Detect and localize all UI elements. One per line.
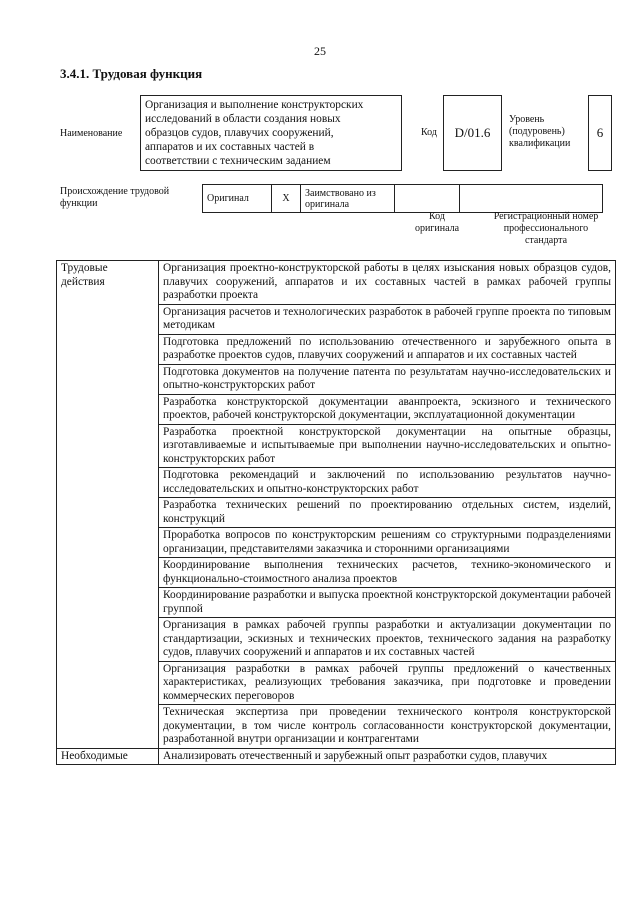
labor-action-item: Организация проектно-конструкторской работы в целях изыскания новых образцов судов, плавучих сооружений, аппаратов и их составных частей в рамках рабочей группы разработки проекта: [159, 261, 616, 305]
labor-action-item: Подготовка рекомендаций и заключений по использованию результатов научно-исследовательских и опытно-конструкторских работ: [159, 468, 616, 498]
labor-action-item: Разработка конструкторской документации аванпроекта, эскизного и технического проектов, рабочей конструкторской документации, эксплуатационной документации: [159, 394, 616, 424]
code-value: D/01.6: [443, 95, 502, 171]
caption-line: Код: [429, 211, 445, 222]
origin-label: [60, 186, 169, 210]
registration-number-cell: [460, 185, 603, 213]
level-label: [509, 114, 570, 150]
level-label-line: (подуровень): [509, 126, 565, 137]
registration-caption: [476, 211, 616, 247]
function-name-line: образцов судов, плавучих сооружений,: [145, 127, 334, 139]
original-label: Оригинал: [203, 185, 272, 213]
labor-action-item: Разработка технических решений по проектированию отдельных систем, изделий, конструкций: [159, 498, 616, 528]
function-name-line: соответствии с техническим заданием: [145, 155, 331, 167]
level-value: 6: [588, 95, 612, 171]
origin-label-line: Происхождение трудовой: [60, 186, 170, 197]
origin-table: [202, 184, 603, 213]
labor-action-item: Организация в рамках рабочей группы разработки и актуализации документации по стандартизации, эскизных и технических проектов, технического задания на разработку судов, плавучих сооружений и аппаратов и их составных частей: [159, 618, 616, 662]
origin-label-line: функции: [60, 198, 98, 209]
labor-action-item: Подготовка предложений по использованию отечественного и зарубежного опыта в разработке проектов судов, плавучих сооружений и аппаратов и их составных частей: [159, 334, 616, 364]
page-number: 25: [314, 44, 326, 58]
borrowed-label-line: Заимствовано из: [305, 187, 376, 199]
skills-label: Необходимые: [57, 748, 159, 765]
labor-action-item: Техническая экспертиза при проведении технического контроля конструкторской документации, в том числе контроль согласованности конструкторской документации, разработанной внутри организации и контрагентами: [159, 705, 616, 749]
level-label-line: квалификации: [509, 138, 571, 149]
labor-action-item: Организация разработки в рамках рабочей группы предложений о качественных характеристиках, реализующих требования заказчика, при подготовке и проведении коммерческих переговоров: [159, 661, 616, 705]
original-code-caption: [405, 211, 469, 235]
labor-actions-label-line: действия: [61, 275, 105, 288]
borrowed-label-line: оригинала: [305, 198, 350, 210]
borrowed-label: [301, 185, 395, 213]
labor-actions-label-line: Трудовые: [61, 262, 108, 274]
caption-line: профессионального: [503, 223, 589, 234]
level-label-line: Уровень: [509, 114, 545, 125]
function-name-line: исследований в области создания новых: [145, 113, 341, 125]
caption-line: стандарта: [524, 235, 568, 246]
labor-action-item: Разработка проектной конструкторской документации на опытные образцы, изготавливаемые и испытываемые при выполнении научно-исследовательских и опытно-конструкторских работ: [159, 424, 616, 468]
labor-action-item: Координирование выполнения технических расчетов, технико-экономического и функционально-стоимостного анализа проектов: [159, 558, 616, 588]
skills-item: Анализировать отечественный и зарубежный опыт разработки судов, плавучих: [159, 748, 616, 765]
section-title: 3.4.1. Трудовая функция: [60, 66, 203, 81]
function-name-line: аппаратов и их составных частей в: [145, 141, 315, 153]
caption-line: оригинала: [414, 223, 460, 234]
labor-action-item: Организация расчетов и технологических разработок в рабочей группе проекта по типовым методикам: [159, 304, 616, 334]
original-mark: X: [272, 185, 301, 213]
labor-action-item: Координирование разработки и выпуска проектной конструкторской документации рабочей группой: [159, 588, 616, 618]
labor-actions-label: [57, 261, 159, 749]
labor-actions-table: [56, 260, 616, 765]
function-name-line: Организация и выполнение конструкторских: [145, 99, 364, 111]
labor-action-item: Проработка вопросов по конструкторским решениям со структурными подразделениями организации, представителями заказчика и сторонними организациями: [159, 528, 616, 558]
caption-line: Регистрационный номер: [493, 211, 599, 222]
code-label: Код: [421, 127, 437, 138]
name-label: Наименование: [60, 128, 123, 139]
function-name-box: [140, 95, 402, 171]
original-code-cell: [395, 185, 460, 213]
labor-action-item: Подготовка документов на получение патента по результатам научно-исследовательских и опытно-конструкторских работ: [159, 364, 616, 394]
